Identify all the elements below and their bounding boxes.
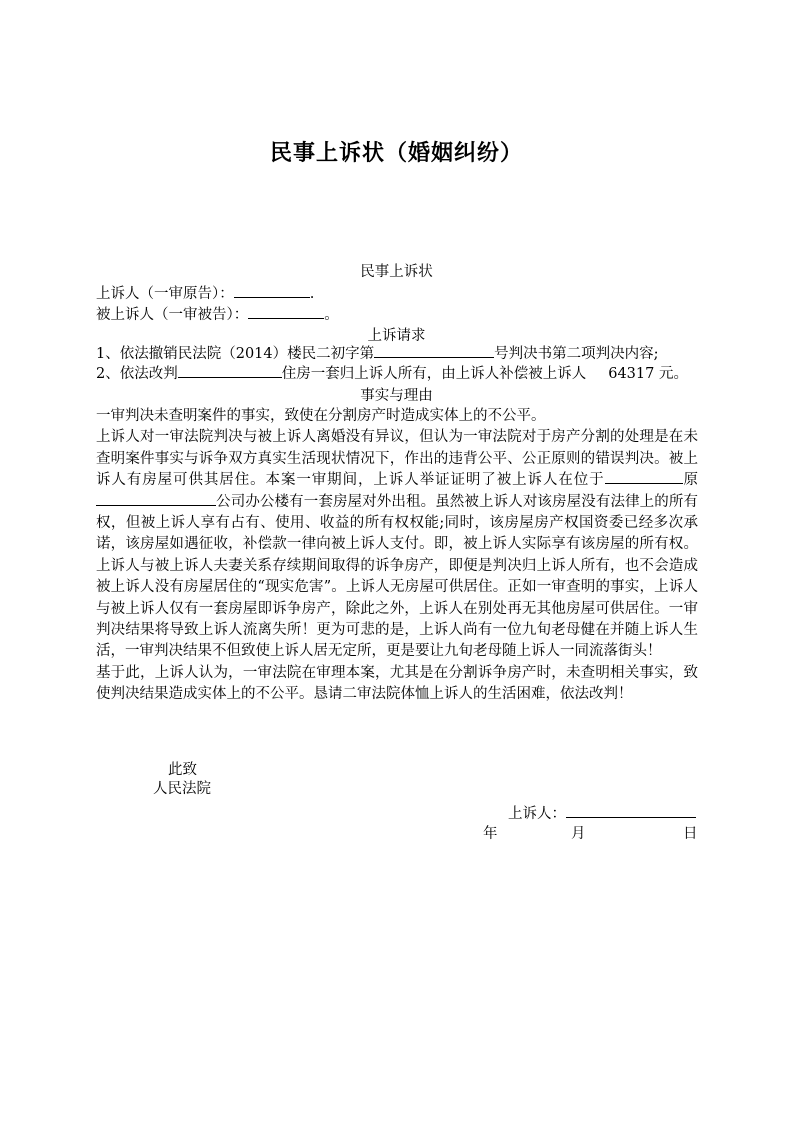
request-item-1 bbox=[96, 344, 659, 364]
request-1-text-a: 1、依法撤销民法院（2014）楼民二初字第 bbox=[96, 346, 375, 362]
request-1-text-b: 号判决书第二项判决内容; bbox=[494, 346, 659, 362]
closing-court: 人民法院 bbox=[153, 781, 211, 797]
date-day: 日 bbox=[683, 826, 698, 842]
signature-label: 上诉人： bbox=[508, 806, 566, 822]
para2-text-c: 公司办公楼有一套房屋对外出租。虽然被上诉人对该房屋没有法律上的所有权，但被上诉人享有占有、使用、收益的所有权权能;同时，该房屋房产权国资委已经多次承诺，该房屋如遇征收，补偿款一律向被上诉人支付。即，被上诉人实际享有该房屋的所有权。上诉人与被上诉人夫妻关系存续期间取得的诉争房产，即便是判决归上诉人所有，也不会造成被上诉人没有房屋居住的“现实危害”。上诉人无房屋可供居住。正如一审查明的事实，上诉人与被上诉人仅有一套房屋即诉争房产，除此之外，上诉人在别处再无其他房屋可供居住。一审判决结果将导致上诉人流离失所！更为可悲的是，上诉人尚有一位九旬老母健在并随上诉人生活，一审判决结果不但致使上诉人居无定所，更是要让九旬老母随上诉人一同流落街头！ bbox=[96, 493, 698, 660]
para2-text-b: 原 bbox=[682, 472, 699, 489]
request-2-text-a: 2、依法改判 bbox=[96, 366, 178, 382]
company-blank bbox=[96, 492, 216, 506]
doc-heading: 民事上诉状 bbox=[360, 264, 433, 280]
case-number-blank bbox=[374, 344, 494, 358]
appellant-blank bbox=[234, 284, 310, 298]
appellant-line bbox=[96, 284, 314, 304]
facts-paragraph-1: 一审判决未查明案件的事实，致使在分割房产时造成实体上的不公平。 bbox=[96, 408, 546, 424]
appellant-end: . bbox=[309, 286, 315, 302]
appellee-line bbox=[96, 305, 339, 325]
request-item-2 bbox=[96, 364, 688, 384]
date-year: 年 bbox=[483, 826, 498, 842]
facts-paragraph-2 bbox=[96, 427, 698, 662]
compensation-amount: 64317 元。 bbox=[608, 366, 688, 382]
facts-body bbox=[96, 406, 698, 706]
appellee-blank bbox=[248, 305, 324, 319]
appellant-label: 上诉人（一审原告）： bbox=[96, 286, 234, 302]
request-2-text-b: 住房一套归上诉人所有，由上诉人补偿被上诉人 bbox=[281, 366, 587, 382]
facts-heading: 事实与理由 bbox=[360, 388, 433, 404]
address-blank bbox=[178, 364, 282, 378]
document-title: 民事上诉状（婚姻纠纷） bbox=[269, 141, 523, 166]
signature-line bbox=[508, 803, 696, 824]
facts-paragraph-3: 基于此，上诉人认为，一审法院在审理本案，尤其是在分割诉争房产时，未查明相关事实，致使判决结果造成实体上的不公平。恳请二审法院体恤上诉人的生活困难，依法改判！ bbox=[96, 664, 698, 703]
date-month: 月 bbox=[571, 826, 586, 842]
closing-to: 此致 bbox=[168, 762, 197, 778]
location-blank bbox=[605, 470, 683, 484]
request-heading: 上诉请求 bbox=[367, 328, 426, 344]
appellee-label: 被上诉人（一审被告）： bbox=[96, 307, 249, 323]
para2-text-a: 上诉人对一审法院判决与被上诉人离婚没有异议，但认为一审法院对于房产分割的处理是在未查明案件事实与诉争双方真实生活现状情况下，作出的违背公平、公正原则的错误判决。被上诉人有房屋可供其居住。本案一审期间，上诉人举证证明了被上诉人在位于 bbox=[96, 429, 698, 489]
appellee-end: 。 bbox=[324, 307, 339, 323]
signature-blank bbox=[566, 803, 696, 818]
